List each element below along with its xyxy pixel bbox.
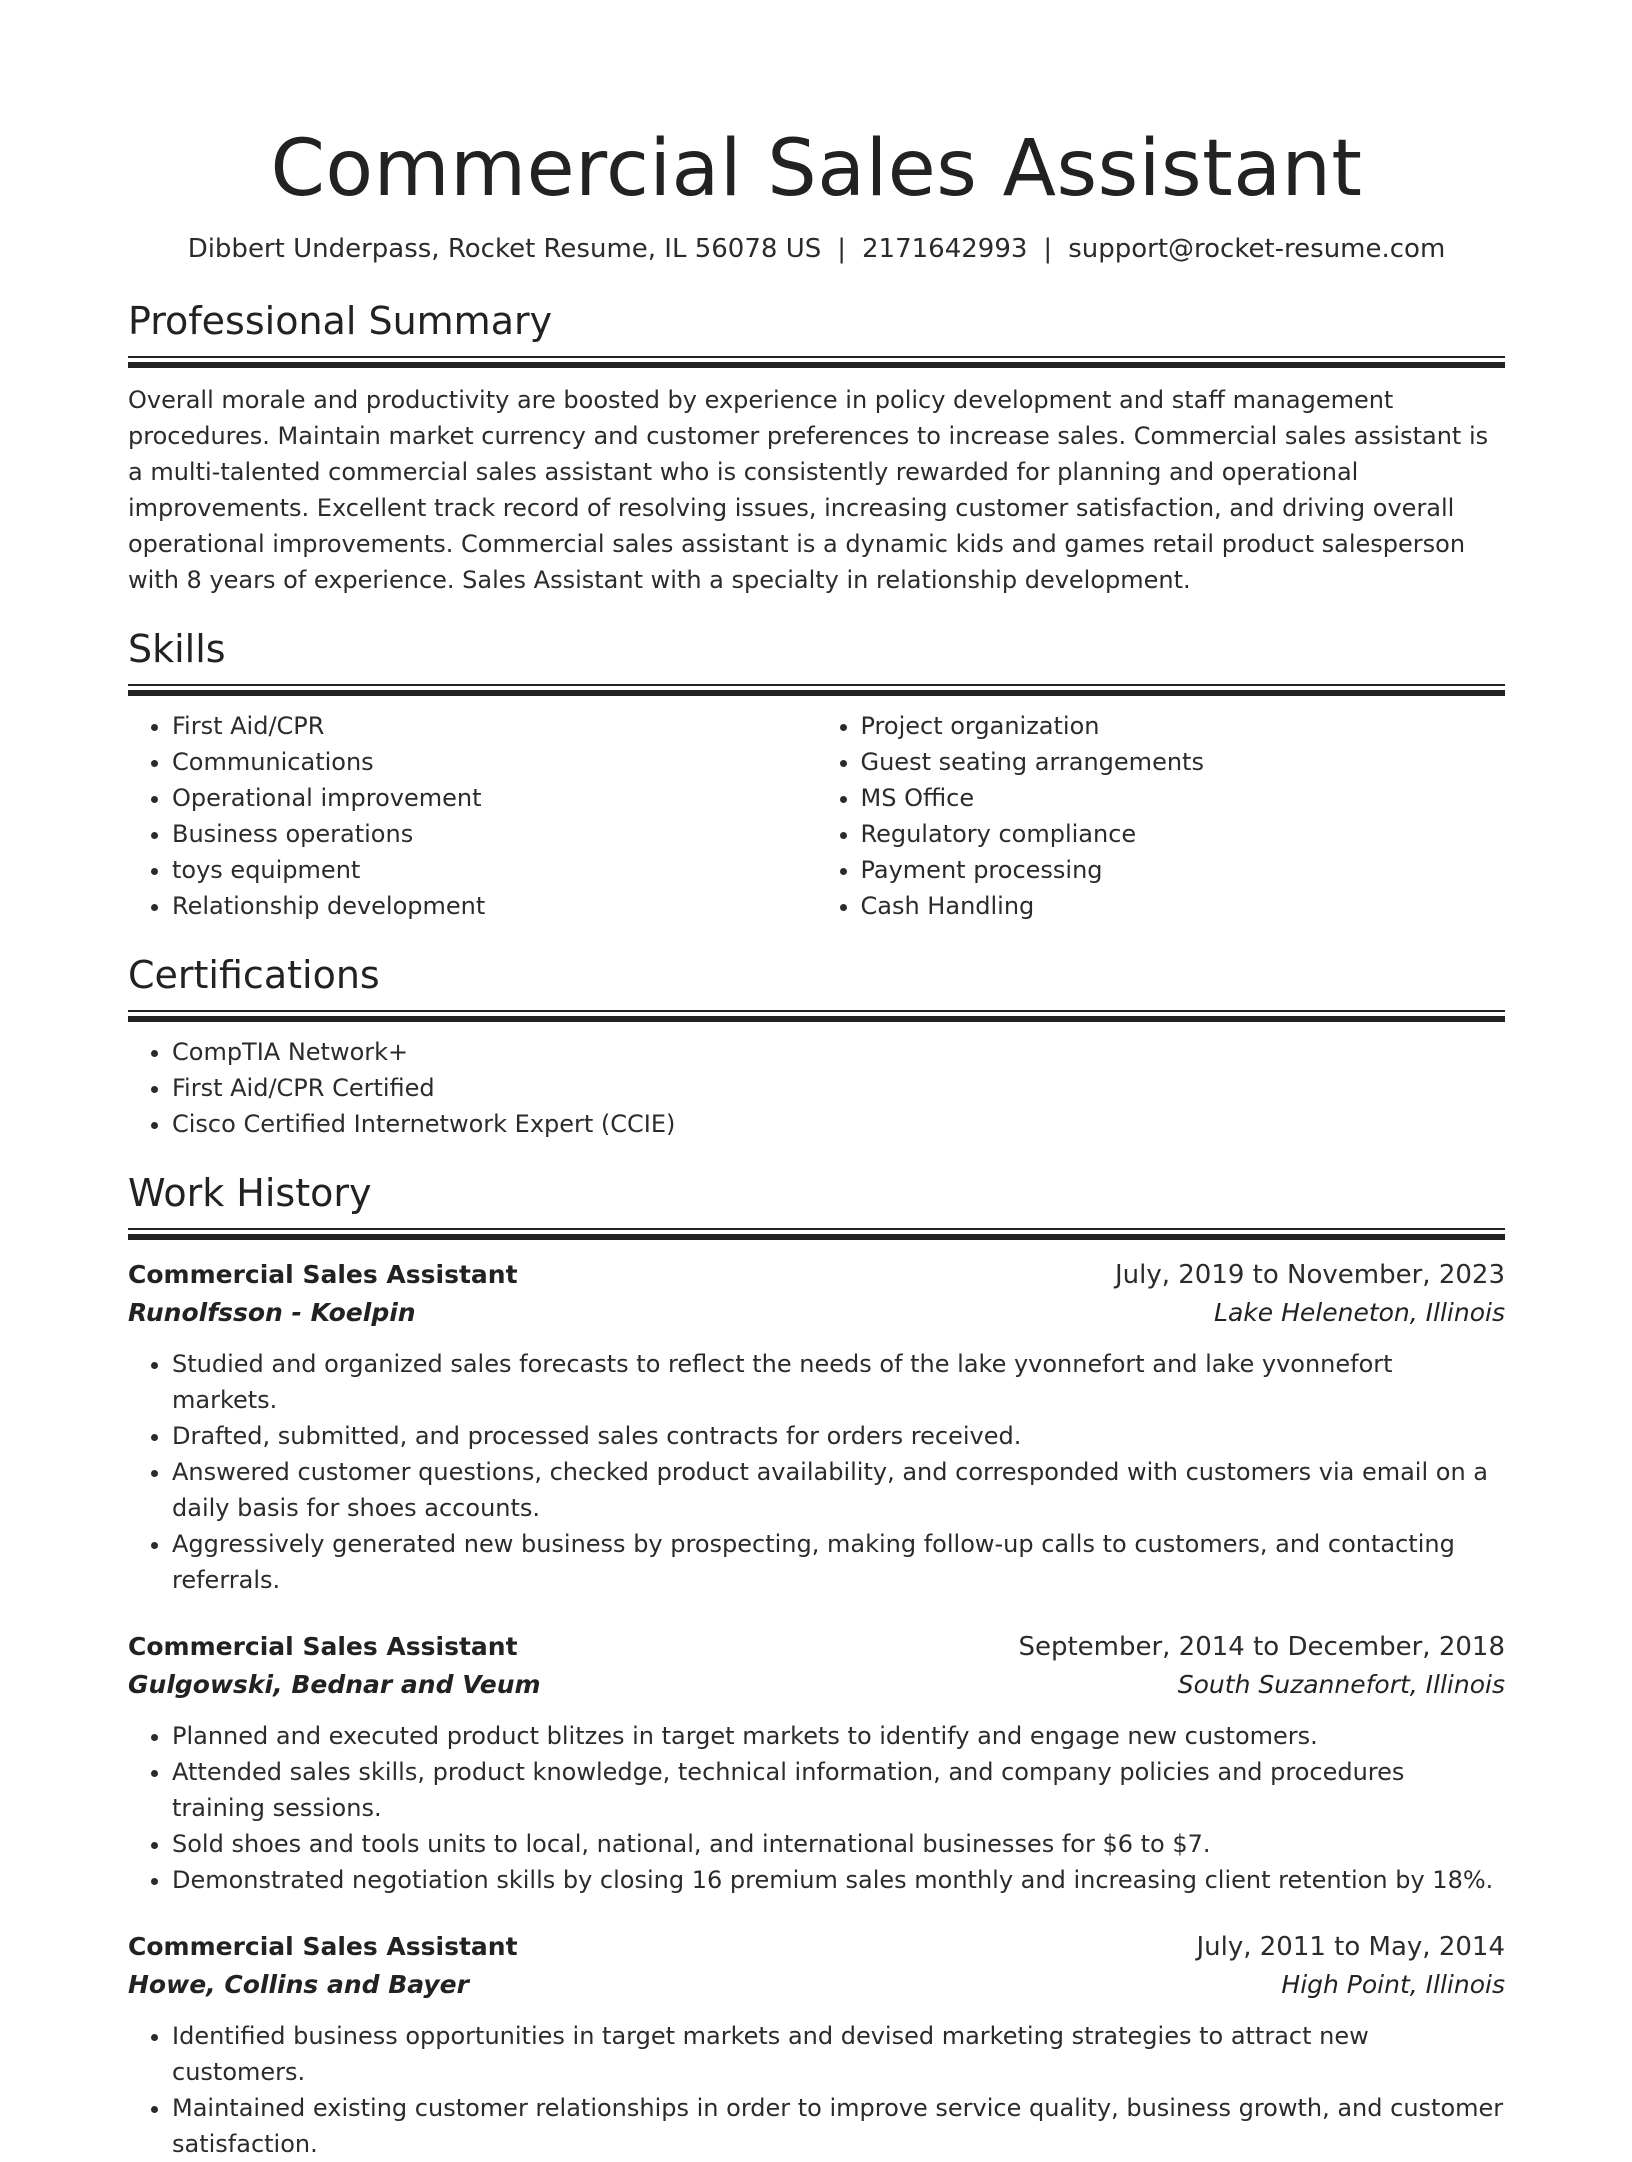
section-divider	[128, 1010, 1505, 1022]
job-dates: September, 2014 to December, 2018	[1018, 1632, 1505, 1662]
job-bullet: • Aggressively generated new business by prospecting, making follow-up calls to customers, and contacting referrals.	[172, 1526, 1505, 1598]
job-subheader	[128, 1966, 1505, 2004]
job-location: Lake Heleneton, Illinois	[1214, 1298, 1505, 1327]
job-company: Gulgowski, Bednar and Veum	[128, 1670, 541, 1699]
work-section	[128, 1170, 1505, 2162]
job-bullet: • Attended sales skills, product knowledge, technical information, and company policies and procedures training sessions.	[172, 1754, 1505, 1826]
job-bullet: • Maintained existing customer relationships in order to improve service quality, business growth, and customer satisfaction.	[172, 2090, 1505, 2162]
skill-item: • Regulatory compliance	[861, 816, 1506, 852]
contact-address: Dibbert Underpass, Rocket Resume, IL 56078 US	[187, 234, 822, 264]
job-bullet: • Demonstrated negotiation skills by closing 16 premium sales monthly and increasing client retention by 18%.	[172, 1862, 1505, 1898]
job-company: Runolfsson - Koelpin	[128, 1298, 416, 1327]
section-heading: Professional Summary	[128, 299, 553, 343]
skills-columns	[128, 708, 1505, 924]
job-header	[128, 1928, 1505, 1966]
resume-page	[128, 0, 1505, 2162]
skill-item: • Relationship development	[172, 888, 817, 924]
contact-separator: |	[1043, 234, 1053, 264]
skill-item: • Business operations	[172, 816, 817, 852]
job-entry	[128, 1256, 1505, 1598]
contact-line	[128, 232, 1505, 266]
contact-phone: 2171642993	[862, 234, 1028, 264]
job-header	[128, 1628, 1505, 1666]
job-header	[128, 1256, 1505, 1294]
section-divider	[128, 356, 1505, 368]
job-location: High Point, Illinois	[1281, 1970, 1505, 1999]
skill-item: • Cash Handling	[861, 888, 1506, 924]
skills-column-right	[817, 708, 1506, 924]
skill-item: • Project organization	[861, 708, 1506, 744]
certifications-section	[128, 952, 1505, 1142]
job-title: Commercial Sales Assistant	[128, 1632, 518, 1661]
skill-item: • First Aid/CPR	[172, 708, 817, 744]
job-company: Howe, Collins and Bayer	[128, 1970, 469, 1999]
skills-column-left	[128, 708, 817, 924]
job-bullet: • Studied and organized sales forecasts to reflect the needs of the lake yvonnefort and lake yvonnefort markets.	[172, 1346, 1505, 1418]
job-bullet: • Identified business opportunities in target markets and devised marketing strategies to attract new customers.	[172, 2018, 1505, 2090]
job-bullet: • Sold shoes and tools units to local, national, and international businesses for $6 to $7.	[172, 1826, 1505, 1862]
job-title: Commercial Sales Assistant	[128, 1932, 518, 1961]
job-bullet: • Planned and executed product blitzes in target markets to identify and engage new customers.	[172, 1718, 1505, 1754]
skills-section	[128, 626, 1505, 924]
certification-item: • Cisco Certified Internetwork Expert (CCIE)	[172, 1106, 1505, 1142]
summary-section	[128, 298, 1505, 598]
section-divider	[128, 1228, 1505, 1240]
job-subheader	[128, 1666, 1505, 1704]
skill-item: • toys equipment	[172, 852, 817, 888]
section-heading: Work History	[128, 1171, 372, 1215]
job-entry	[128, 1928, 1505, 2162]
job-dates: July, 2011 to May, 2014	[1196, 1932, 1505, 1962]
resume-title: Commercial Sales Assistant	[270, 124, 1363, 214]
skill-item: • MS Office	[861, 780, 1506, 816]
certification-item: • CompTIA Network+	[172, 1034, 1505, 1070]
job-subheader	[128, 1294, 1505, 1332]
section-heading: Certifications	[128, 953, 380, 997]
contact-separator: |	[837, 234, 846, 264]
section-heading: Skills	[128, 627, 226, 671]
job-entry	[128, 1628, 1505, 1898]
job-bullet: • Answered customer questions, checked product availability, and corresponded with customers via email on a daily basis for shoes accounts.	[172, 1454, 1505, 1526]
contact-email[interactable]: support@rocket-resume.com	[1068, 234, 1446, 264]
skill-item: • Operational improvement	[172, 780, 817, 816]
job-dates: July, 2019 to November, 2023	[1114, 1260, 1505, 1290]
job-location: South Suzannefort, Illinois	[1177, 1670, 1505, 1699]
section-divider	[128, 684, 1505, 696]
job-title: Commercial Sales Assistant	[128, 1260, 518, 1289]
skill-item: • Guest seating arrangements	[861, 744, 1506, 780]
skill-item: • Communications	[172, 744, 817, 780]
summary-text: Overall morale and productivity are boosted by experience in policy development and staff management procedures. Maintain market currency and customer preferences to increase sales. Commercial sales assistant is a multi-talented commercial sales assistant who is consistently rewarded for planning and operational improvements. Excellent track record of resolving issues, increasing customer satisfaction, and driving overall operational improvements. Commercial sales assistant is a dynamic kids and games retail product salesperson with 8 years of experience. Sales Assistant with a specialty in relationship development.	[128, 386, 1489, 594]
skill-item: • Payment processing	[861, 852, 1506, 888]
certification-item: • First Aid/CPR Certified	[172, 1070, 1505, 1106]
job-bullet: • Drafted, submitted, and processed sales contracts for orders received.	[172, 1418, 1505, 1454]
